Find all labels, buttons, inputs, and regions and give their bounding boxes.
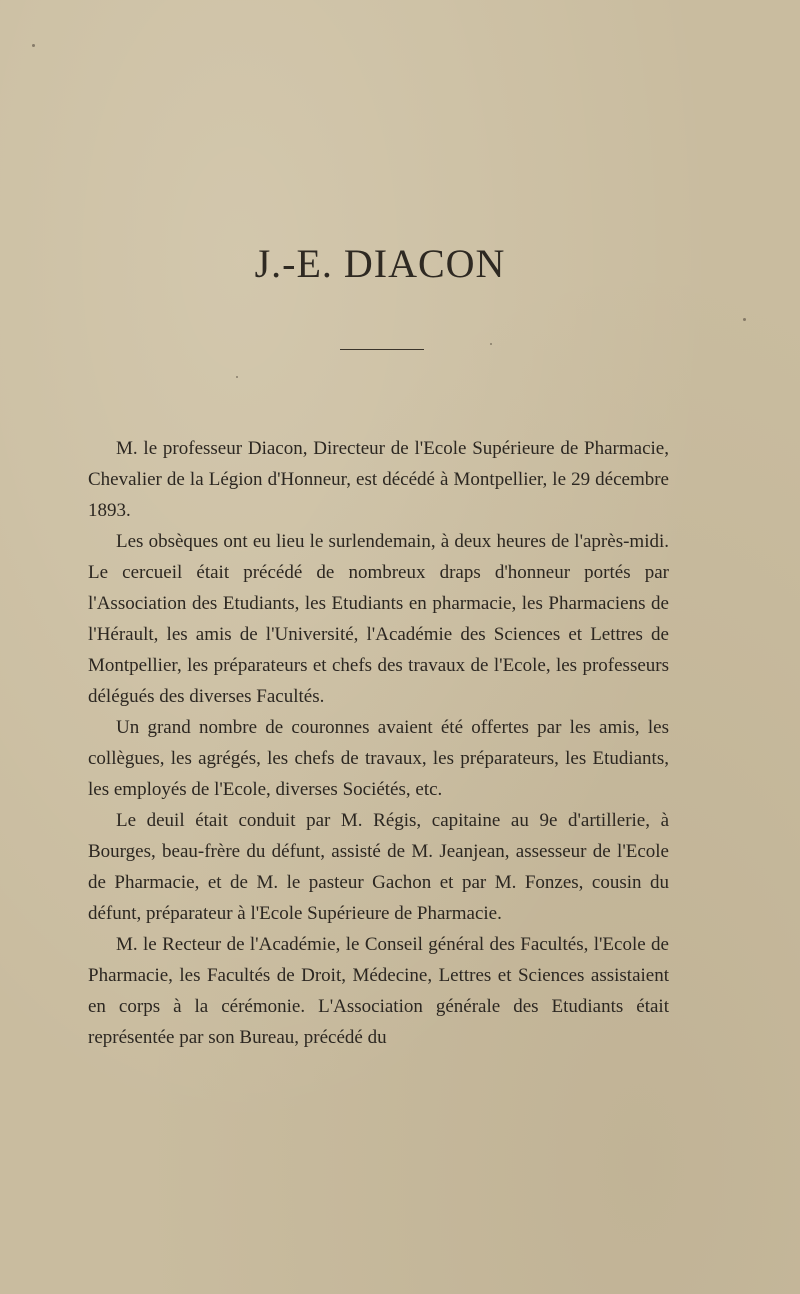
paragraph-3: Un grand nombre de couronnes avaient été offertes par les amis, les collègues, les agrégés, les chefs de travaux, les préparateurs, les Etudiants, les employés de l'Ecole, diverses Sociétés, etc. bbox=[88, 717, 669, 800]
paper-speck bbox=[490, 343, 492, 345]
paper-speck bbox=[236, 376, 238, 378]
paragraph-1: M. le professeur Diacon, Directeur de l'Ecole Supérieure de Pharmacie, Chevalier de la Légion d'Honneur, est décédé à Montpellier, le 29 décembre 1893. bbox=[88, 438, 669, 521]
document-title: J.-E. DIACON bbox=[254, 241, 506, 286]
paper-speck bbox=[743, 318, 746, 321]
body-text bbox=[88, 433, 669, 1053]
paragraph-2: Les obsèques ont eu lieu le surlendemain, à deux heures de l'après-midi. Le cercueil était précédé de nombreux draps d'honneur portés par l'Association des Etudiants, les Etudiants en pharmacie, les Pharmaciens de l'Hérault, les amis de l'Université, l'Académie des Sciences et Lettres de Montpellier, les préparateurs et chefs des travaux de l'Ecole, les professeurs délégués des diverses Facultés. bbox=[88, 531, 669, 707]
paper-speck bbox=[32, 44, 35, 47]
title-rule bbox=[340, 349, 424, 350]
paragraph-5: M. le Recteur de l'Académie, le Conseil général des Facultés, l'Ecole de Pharmacie, les Facultés de Droit, Médecine, Lettres et Sciences assistaient en corps à la cérémonie. L'Association générale des Etudiants était représentée par son Bureau, précédé du bbox=[88, 934, 669, 1048]
paragraph-4: Le deuil était conduit par M. Régis, capitaine au 9e d'artillerie, à Bourges, beau-frère du défunt, assisté de M. Jeanjean, assesseur de l'Ecole de Pharmacie, et de M. le pasteur Gachon et par M. Fonzes, cousin du défunt, préparateur à l'Ecole Supérieure de Pharmacie. bbox=[88, 810, 669, 924]
